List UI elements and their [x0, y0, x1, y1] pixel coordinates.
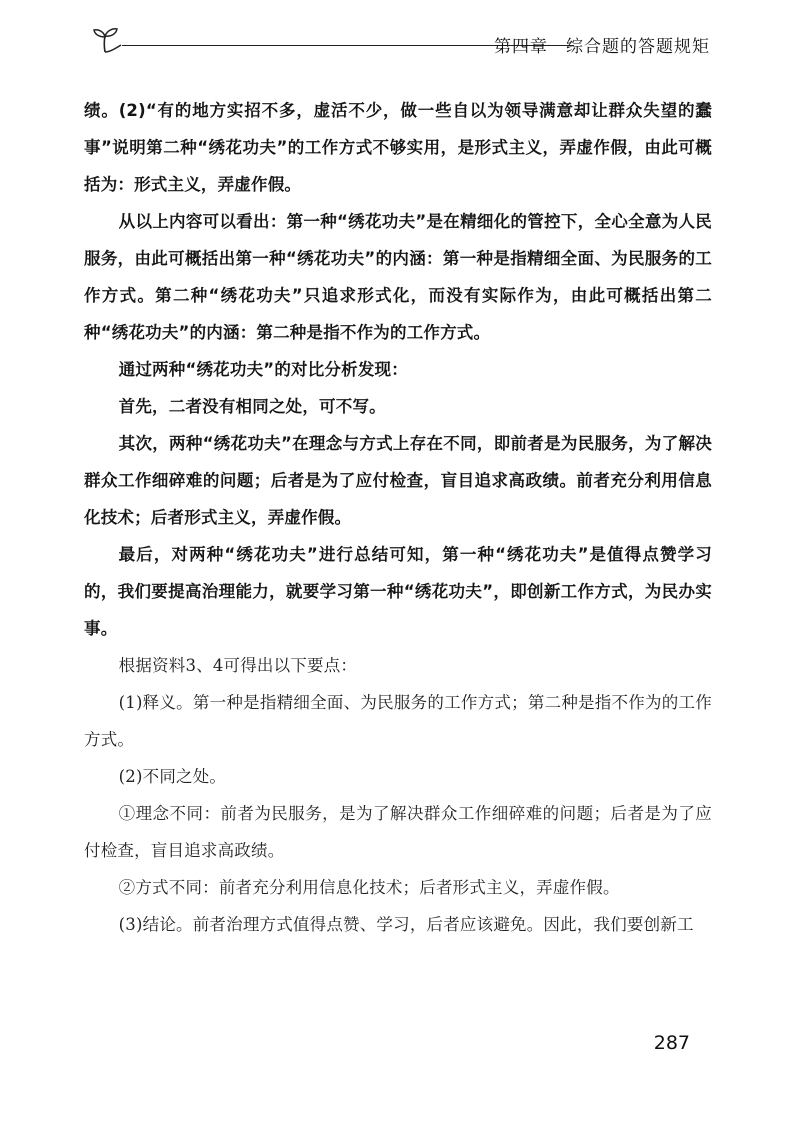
- paragraph: 从以上内容可以看出：第一种“绣花功夫”是在精细化的管控下，全心全意为人民服务，由此可概括出第一种“绣花功夫”的内涵：第一种是指精细全面、为民服务的工作方式。第二种“绣花功夫”只追求形式化，而没有实际作为，由此可概括出第二种“绣花功夫”的内涵：第二种是指不作为的工作方式。: [84, 212, 712, 342]
- paragraph: 根据资料3、4可得出以下要点：: [118, 656, 358, 675]
- paragraph: 最后，对两种“绣花功夫”进行总结可知，第一种“绣花功夫”是值得点赞学习的，我们要提高治理能力，就要学习第一种“绣花功夫”，即创新工作方式，为民办实事。: [84, 545, 712, 638]
- running-header: [88, 24, 710, 60]
- list-item: (3)结论。前者治理方式值得点赞、学习，后者应该避免。因此，我们要创新工: [118, 915, 694, 934]
- page-number: 287: [653, 1032, 690, 1054]
- paragraph: 绩。(2)“有的地方实招不多，虚活不少，做一些自以为领导满意却让群众失望的蠢事”说明第二种“绣花功夫”的工作方式不够实用，是形式主义，弄虚作假，由此可概括为：形式主义，弄虚作假。: [84, 101, 712, 194]
- paragraph: 首先，二者没有相同之处，可不写。: [118, 397, 386, 416]
- sprout-icon: [88, 24, 122, 54]
- list-item: ②方式不同：前者充分利用信息化技术；后者形式主义，弄虚作假。: [118, 878, 620, 897]
- list-item: (2)不同之处。: [118, 767, 227, 786]
- list-item: (1)释义。第一种是指精细全面、为民服务的工作方式；第二种是指不作为的工作方式。: [84, 693, 712, 749]
- paragraph: 通过两种“绣花功夫”的对比分析发现：: [118, 360, 408, 379]
- paragraph: 其次，两种“绣花功夫”在理念与方式上存在不同，即前者是为民服务，为了解决群众工作细碎难的问题；后者是为了应付检查，盲目追求高政绩。前者充分利用信息化技术；后者形式主义，弄虚作假。: [84, 434, 712, 527]
- list-item: ①理念不同：前者为民服务，是为了解决群众工作细碎难的问题；后者是为了应付检查，盲目追求高政绩。: [84, 804, 712, 860]
- page-body: [84, 92, 712, 943]
- chapter-title: 第四章 综合题的答题规矩: [494, 37, 710, 57]
